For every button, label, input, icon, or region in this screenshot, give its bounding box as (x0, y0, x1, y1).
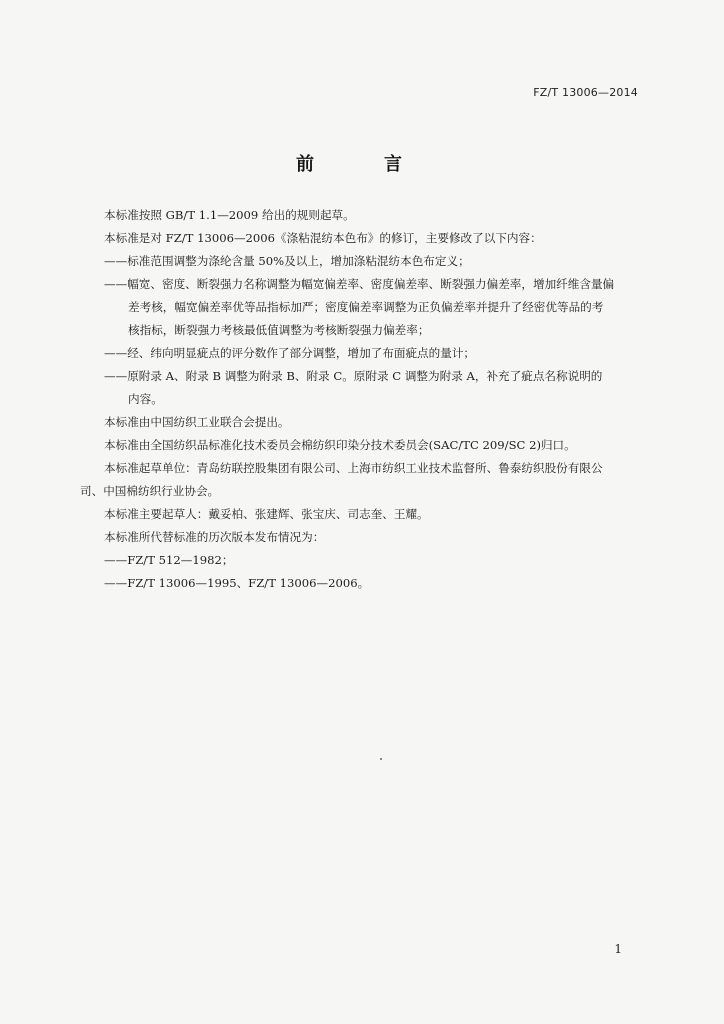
standard-code: FZ/T 13006—2014 (533, 86, 638, 99)
paragraph: 本标准起草单位：青岛纺联控股集团有限公司、上海市纺织工业技术监督所、鲁泰纺织股份有限公 (104, 461, 603, 475)
list-item: ——FZ/T 13006—1995、FZ/T 13006—2006。 (104, 576, 370, 590)
paragraph: 本标准是对 FZ/T 13006—2006《涤粘混纺本色布》的修订，主要修改了以下内容： (104, 231, 542, 245)
scan-speck (380, 758, 382, 760)
paragraph: 本标准由全国纺织品标准化技术委员会棉纺织印染分技术委员会(SAC/TC 209/SC 2)归口。 (104, 438, 576, 452)
list-item: ——原附录 A、附录 B 调整为附录 B、附录 C。原附录 C 调整为附录 A，补充了疵点名称说明的 (104, 369, 603, 383)
list-item: ——幅宽、密度、断裂强力名称调整为幅宽偏差率、密度偏差率、断裂强力偏差率，增加纤维含量偏 (104, 277, 615, 291)
paragraph: 本标准由中国纺织工业联合会提出。 (104, 415, 290, 429)
paragraph: 本标准按照 GB/T 1.1—2009 给出的规则起草。 (104, 208, 355, 222)
list-item: ——标准范围调整为涤纶含量 50%及以上，增加涤粘混纺本色布定义； (104, 254, 470, 268)
list-item-continuation: 差考核，幅宽偏差率优等品指标加严；密度偏差率调整为正负偏差率并提升了经密优等品的考 (128, 300, 604, 314)
list-item-continuation: 核指标，断裂强力考核最低值调整为考核断裂强力偏差率； (128, 323, 430, 337)
preface-body (80, 204, 642, 595)
list-item-continuation: 内容。 (128, 392, 163, 406)
paragraph-continuation: 司、中国棉纺织行业协会。 (80, 484, 220, 498)
page-title: 前 言 (296, 154, 428, 175)
paragraph: 本标准主要起草人：戴妥柏、张建辉、张宝庆、司志奎、王耀。 (104, 507, 429, 521)
page-number: 1 (614, 942, 622, 956)
list-item: ——经、纬向明显疵点的评分数作了部分调整，增加了布面疵点的量计； (104, 346, 476, 360)
list-item: ——FZ/T 512—1982； (104, 553, 234, 567)
paragraph: 本标准所代替标准的历次版本发布情况为： (104, 530, 325, 544)
